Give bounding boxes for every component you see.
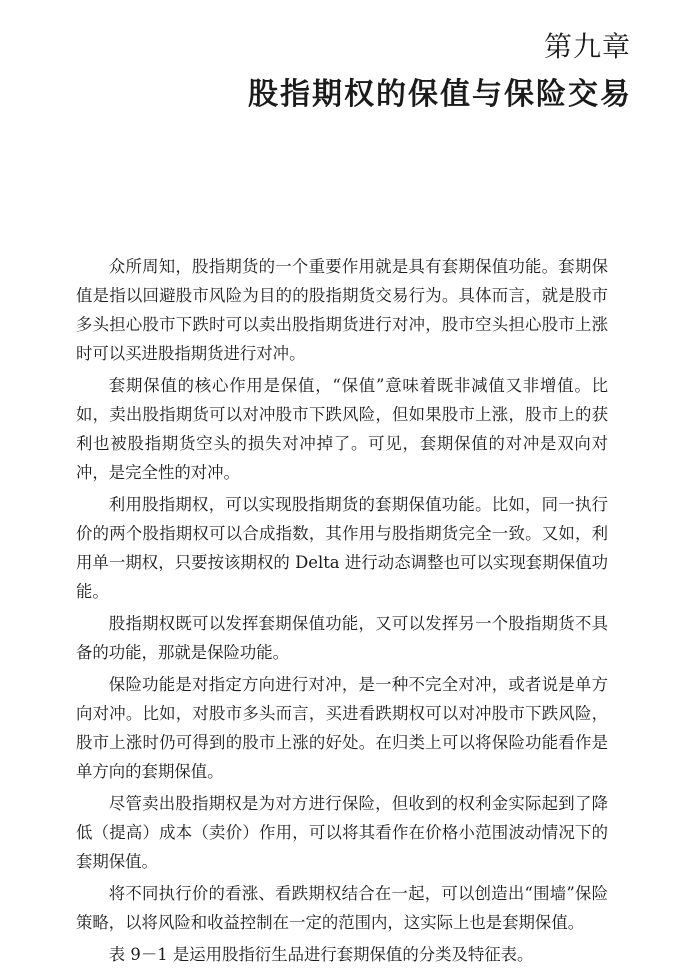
paragraph: 利用股指期权，可以实现股指期货的套期保值功能。比如，同一执行价的两个股指期权可以合成指数，其作用与股指期货完全一致。又如，利用单一期权，只要按该期权的 Delta 进行动态调整也可以实现套期保值功能。 xyxy=(76,495,608,601)
paragraph: 将不同执行价的看涨、看跌期权结合在一起，可以创造出“围墙”保险策略，以将风险和收益控制在一定的范围内，这实际上也是套期保值。 xyxy=(76,884,608,932)
paragraph: 众所周知，股指期货的一个重要作用就是具有套期保值功能。套期保值是指以回避股市风险为目的的股指期货交易行为。具体而言，就是股市多头担心股市下跌时可以卖出股指期货进行对冲，股市空头担心股市上涨时可以买进股指期货进行对冲。 xyxy=(76,257,608,363)
paragraph: 尽管卖出股指期权是为对方进行保险，但收到的权利金实际起到了降低（提高）成本（卖价）作用，可以将其看作在价格小范围波动情况下的套期保值。 xyxy=(76,794,608,871)
paragraph: 股指期权既可以发挥套期保值功能，又可以发挥另一个股指期货不具备的功能，那就是保险功能。 xyxy=(76,614,608,662)
chapter-title: 股指期权的保值与保险交易 xyxy=(248,77,632,112)
body-text xyxy=(76,252,608,972)
chapter-number: 第九章 xyxy=(543,30,631,63)
paragraph: 保险功能是对指定方向进行对冲，是一种不完全对冲，或者说是单方向对冲。比如，对股市多头而言，买进看跌期权可以对冲股市下跌风险，股市上涨时仍可得到的股市上涨的好处。在归类上可以将保险功能看作是单方向的套期保值。 xyxy=(76,675,608,781)
paragraph: 套期保值的核心作用是保值，“保值”意味着既非减值又非增值。比如，卖出股指期货可以对冲股市下跌风险，但如果股市上涨，股市上的获利也被股指期货空头的损失对冲掉了。可见，套期保值的对冲是双向对冲，是完全性的对冲。 xyxy=(76,376,608,482)
paragraph: 表 9－1 是运用股指衍生品进行套期保值的分类及特征表。 xyxy=(108,945,534,964)
